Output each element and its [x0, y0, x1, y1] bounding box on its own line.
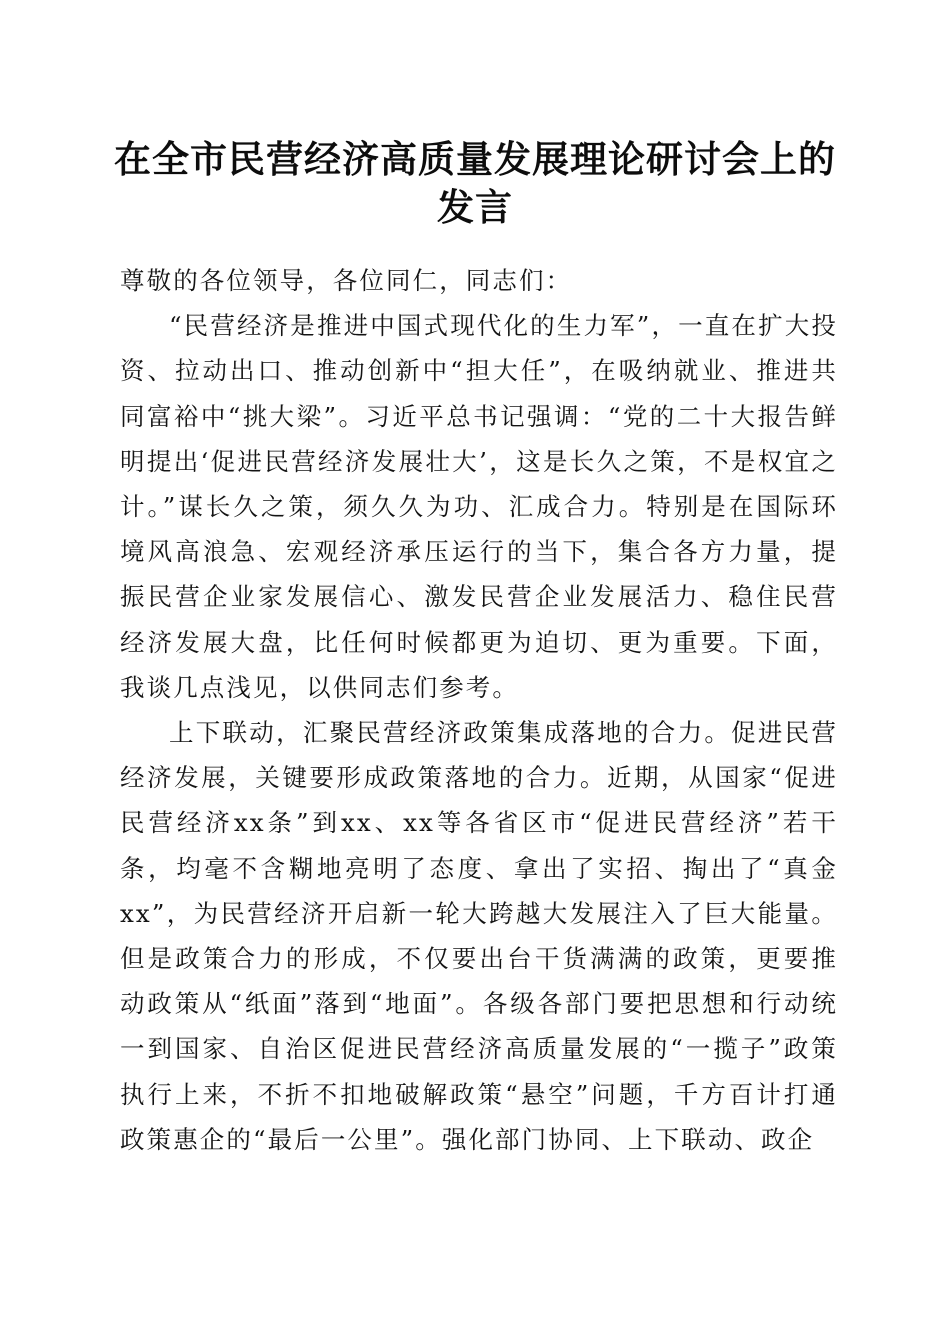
salutation: 尊敬的各位领导，各位同仁，同志们： — [120, 266, 573, 295]
paragraph-intro: “民营经济是推进中国式现代化的生力军”，一直在扩大投资、拉动出口、推动创新中“担大任”，在吸纳就业、推进共同富裕中“挑大梁”。习近平总书记强调：“党的二十大报告鲜明提出‘促进民营经济发展壮大’，这是长久之策，不是权宜之计。”谋长久之策，须久久为功、汇成合力。特别是在国际环境风高浪急、宏观经济承压运行的当下，集合各方力量，提振民营企业家发展信心、激发民营企业发展活力、稳住民营经济发展大盘，比任何时候都更为迫切、更为重要。下面，我谈几点浅见，以供同志们参考。 — [120, 311, 838, 702]
document-body — [120, 258, 838, 1162]
paragraph-policy-synergy: 上下联动，汇聚民营经济政策集成落地的合力。促进民营经济发展，关键要形成政策落地的合力。近期，从国家“促进民营经济xx条”到xx、xx等各省区市“促进民营经济”若干条，均毫不含糊地亮明了态度、拿出了实招、掏出了“真金xx”，为民营经济开启新一轮大跨越大发展注入了巨大能量。但是政策合力的形成，不仅要出台干货满满的政策，更要推动政策从“纸面”落到“地面”。各级各部门要把思想和行动统一到国家、自治区促进民营经济高质量发展的“一揽子”政策执行上来，不折不扣地破解政策“悬空”问题，千方百计打通政策惠企的“最后一公里”。强化部门协同、上下联动、政企 — [120, 718, 838, 1154]
document-title: 在全市民营经济高质量发展理论研讨会上的发言 — [114, 137, 836, 229]
